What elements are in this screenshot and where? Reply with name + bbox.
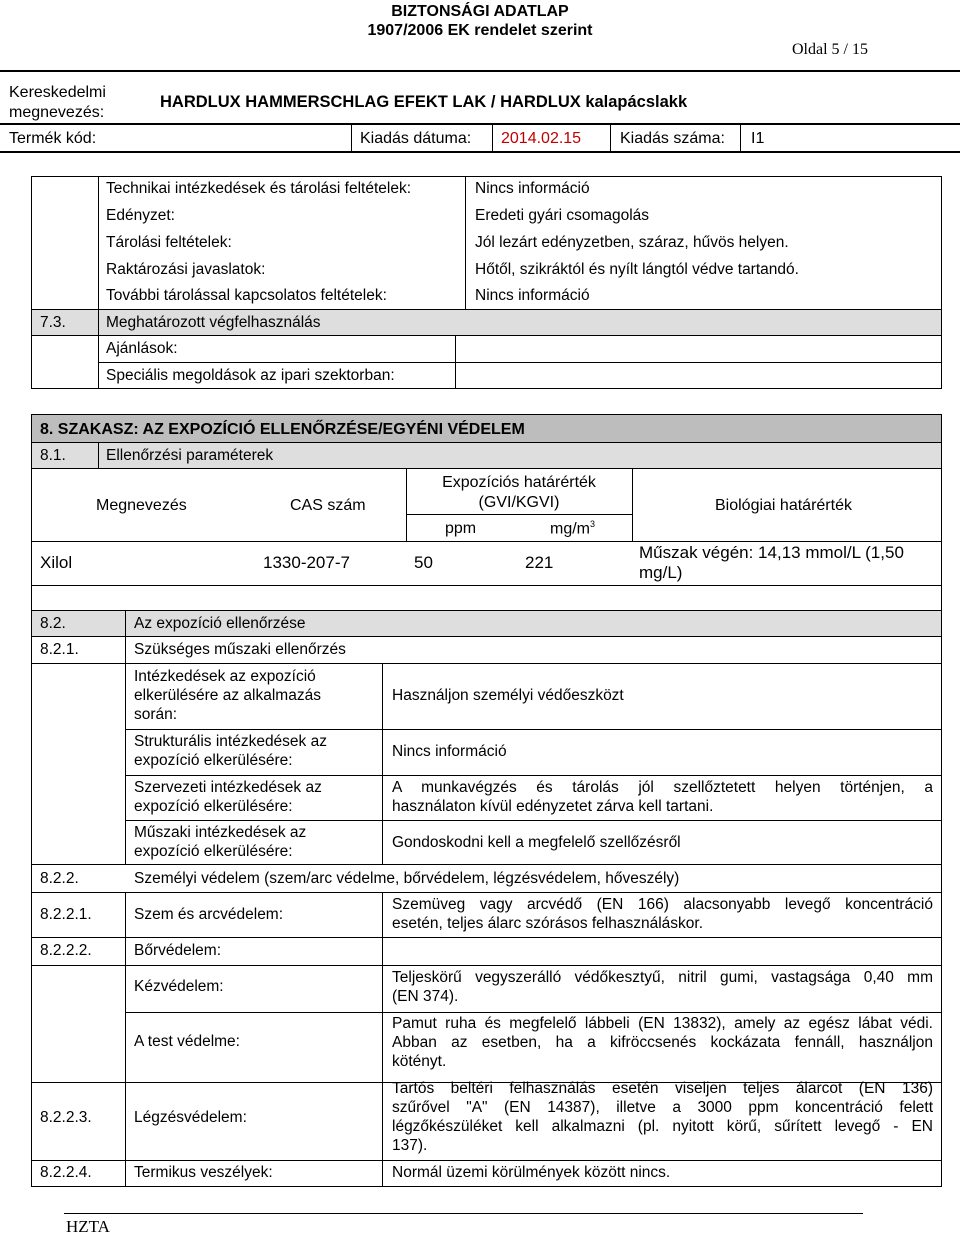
measure-label: Szervezeti intézkedések az expozíció elkerülésére: xyxy=(134,779,322,815)
column-header-mgm3: $mg/m^3$ xyxy=(550,519,596,538)
column-header-ppm: ppm xyxy=(445,520,477,537)
section-number: 8.2.2.1. xyxy=(40,906,92,923)
footer-text: HZTA xyxy=(66,1217,110,1236)
measure-value: Gondoskodni kell a megfelelő szellőzésről xyxy=(392,834,681,851)
body-protection-value: Pamut ruha és megfelelő lábbeli (EN 13832), amely az egész lábat védi. Abban az esetben, ha a kifröccsenés kockázata fennáll, használjon kötényt. xyxy=(392,1015,933,1070)
measure-value: A munkavégzés és tárolás jól szellőztetett helyen történjen, a használaton kívül edényzetet zárva kell tartani. xyxy=(392,779,933,815)
section-8-title: 8. SZAKASZ: AZ EXPOZÍCIÓ ELLENŐRZÉSE/EGYÉNI VÉDELEM xyxy=(40,421,525,438)
page-number: Oldal 5 / 15 xyxy=(792,41,868,58)
respiratory-protection-value: Tartós beltéri felhasználás esetén viseljen teljes álarcot (EN 136) szűrővel "A" (EN 14387), illetve a 3000 ppm koncentráció felett légzőkészüléket kell alkalmazni (pl. nyitott körű, sűrített levegő - EN 137). xyxy=(392,1080,933,1154)
measure-label: Strukturális intézkedések az expozíció elkerülésére: xyxy=(134,733,327,769)
product-code-label: Termék kód: xyxy=(9,130,97,147)
section-8-2-1-row xyxy=(32,637,941,664)
storage-label: Edényzet: xyxy=(106,207,175,224)
section-number: 8.2.2.3. xyxy=(40,1109,92,1126)
issue-number-label: Kiadás száma: xyxy=(620,130,725,147)
section-8-header xyxy=(32,415,941,443)
substance-name: Xilol xyxy=(40,553,73,572)
document-title: BIZTONSÁGI ADATLAP xyxy=(391,3,569,20)
section-number: 8.2.2.4. xyxy=(40,1164,92,1181)
protection-label: Légzésvédelem: xyxy=(134,1109,247,1126)
column-header-limit: Expozíciós határérték (GVI/KGVI) xyxy=(442,474,596,511)
column-header-bio: Biológiai határérték xyxy=(715,497,852,514)
section-number: 8.2.2.2. xyxy=(40,942,92,959)
section-title: Ellenőrzési paraméterek xyxy=(106,447,274,464)
thermal-hazards-value: Normál üzemi körülmények között nincs. xyxy=(392,1164,671,1181)
footer-rule xyxy=(64,1213,863,1214)
trade-name: HARDLUX HAMMERSCHLAG EFEKT LAK / HARDLUX kalapácslakk xyxy=(160,93,688,111)
section-title: Az expozíció ellenőrzése xyxy=(134,615,306,632)
issue-date: 2014.02.15 xyxy=(501,130,582,147)
section-number: 8.1. xyxy=(40,447,66,464)
column-header-name: Megnevezés xyxy=(96,497,187,514)
hand-protection-label: Kézvédelem: xyxy=(134,978,224,995)
column-header-cas: CAS szám xyxy=(290,497,366,514)
section-number: 7.3. xyxy=(40,314,66,331)
section-7-3-row xyxy=(32,309,941,336)
storage-label: Raktározási javaslatok: xyxy=(106,261,266,278)
body-protection-label: A test védelme: xyxy=(134,1033,240,1050)
section-number: 8.2.2. xyxy=(40,870,79,887)
measure-value: Nincs információ xyxy=(392,743,507,760)
industrial-solutions-label: Speciális megoldások az ipari szektorban: xyxy=(106,367,395,384)
hand-protection-value: Teljeskörű vegyszerálló védőkesztyű, nitril gumi, vastagsága 0,40 mm (EN 374). xyxy=(392,969,933,1005)
substance-mgm3: 221 xyxy=(525,553,554,572)
measure-value: Használjon személyi védőeszközt xyxy=(392,687,624,704)
section-number: 8.2.1. xyxy=(40,641,79,658)
protection-label: Bőrvédelem: xyxy=(134,942,222,959)
section-title: Meghatározott végfelhasználás xyxy=(106,314,321,331)
substance-cas: 1330-207-7 xyxy=(263,553,350,572)
substance-ppm: 50 xyxy=(414,553,433,572)
measure-label: Műszaki intézkedések az expozíció elkerülésére: xyxy=(134,824,307,860)
storage-label: Technikai intézkedések és tárolási feltételek: xyxy=(106,180,411,197)
protection-value: Szemüveg vagy arcvédő (EN 166) alacsonyabb levegő koncentráció esetén, teljes álarc szórásos felhasználáskor. xyxy=(392,896,933,932)
storage-label: Tárolási feltételek: xyxy=(106,234,232,251)
section-8-1-row xyxy=(32,443,941,469)
storage-value: Hőtől, szikráktól és nyílt lángtól védve tartandó. xyxy=(475,261,799,278)
protection-label: Termikus veszélyek: xyxy=(134,1164,273,1181)
storage-value: Nincs információ xyxy=(475,180,590,197)
storage-value: Nincs információ xyxy=(475,287,590,304)
storage-label: További tárolással kapcsolatos feltételek: xyxy=(106,287,387,304)
recommendations-label: Ajánlások: xyxy=(106,340,178,357)
section-8-2-row xyxy=(32,611,941,637)
section-number: 8.2. xyxy=(40,615,66,632)
section-title: Szükséges műszaki ellenőrzés xyxy=(134,641,346,658)
storage-value: Eredeti gyári csomagolás xyxy=(475,207,650,224)
document-subtitle: 1907/2006 EK rendelet szerint xyxy=(367,22,593,39)
issue-date-label: Kiadás dátuma: xyxy=(360,130,472,147)
section-8-table xyxy=(31,414,942,1187)
storage-table xyxy=(31,176,942,389)
product-header xyxy=(0,70,960,154)
trade-name-label: Kereskedelmi megnevezés: xyxy=(9,84,106,121)
protection-label: Szem és arcvédelem: xyxy=(134,906,284,923)
storage-value: Jól lezárt edényzetben, száraz, hűvös helyen. xyxy=(475,234,789,251)
section-title: Személyi védelem (szem/arc védelme, bőrvédelem, légzésvédelem, hőveszély) xyxy=(134,870,680,887)
issue-number: I1 xyxy=(751,130,765,147)
substance-bio-limit: Műszak végén: 14,13 mmol/L (1,50 mg/L) xyxy=(639,543,904,583)
measure-label: Intézkedések az expozíció elkerülésére az alkalmazás során: xyxy=(134,668,321,723)
